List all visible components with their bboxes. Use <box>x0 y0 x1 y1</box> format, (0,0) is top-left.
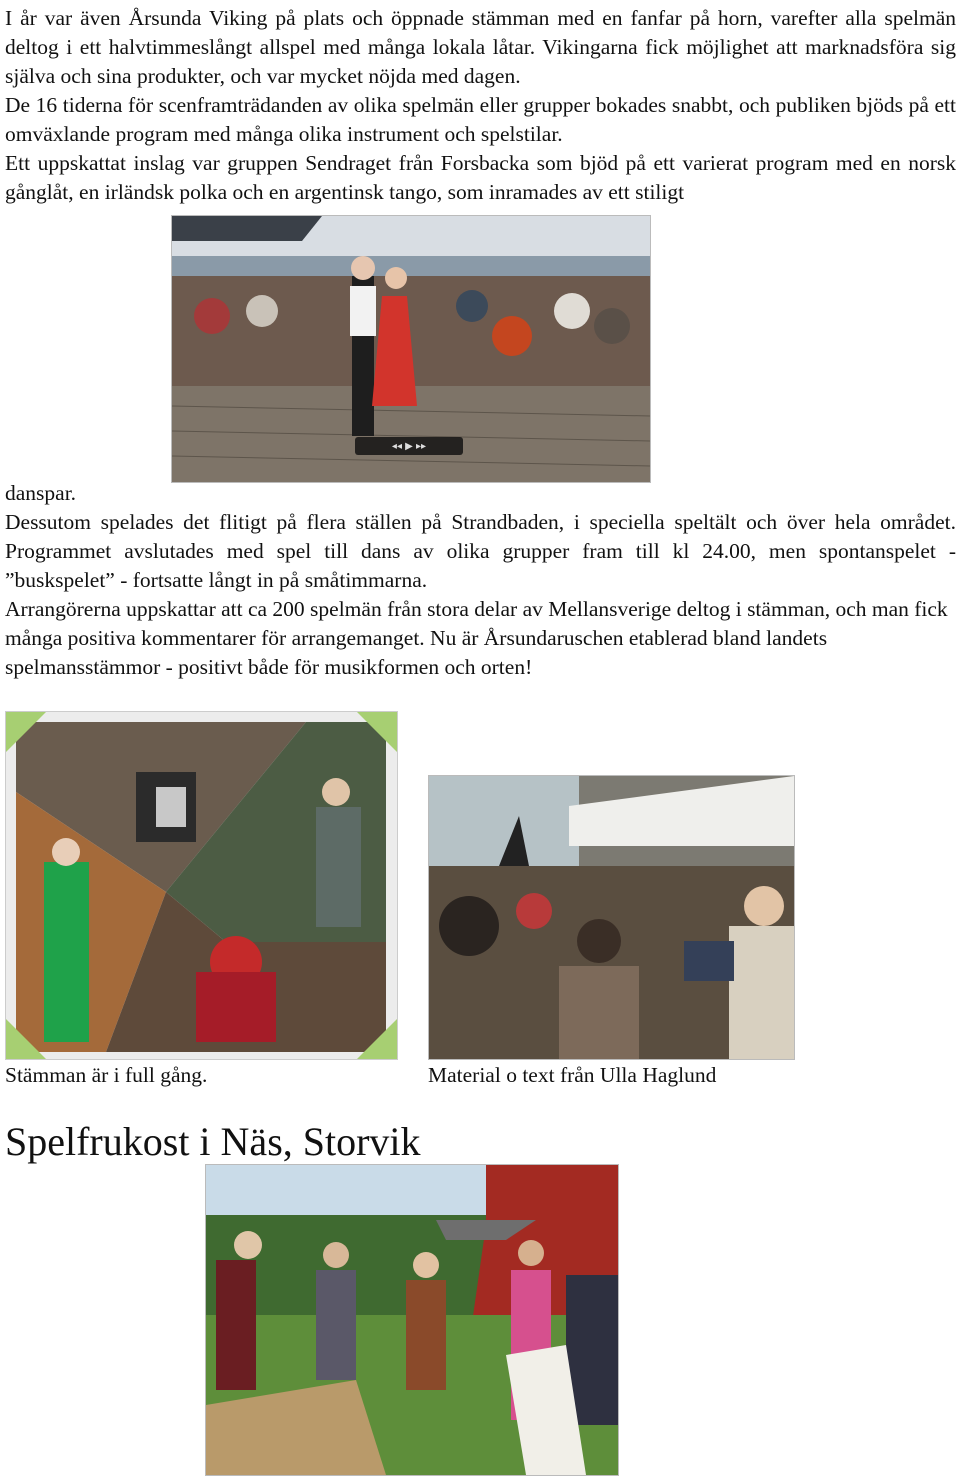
section-heading: Spelfrukost i Näs, Storvik <box>5 1119 421 1164</box>
paragraph-2: De 16 tiderna för scenframträdanden av olika spelmän eller grupper bokades snabbt, och publiken bjöds på ett omväxlande program med många olika instrument och spelstilar. <box>5 93 956 146</box>
collage-photo <box>5 711 398 1060</box>
paragraph-1: I år var även Årsunda Viking på plats och öppnade stämman med en fanfar på horn, varefter alla spelmän deltog i ett halvtimmeslångt allspel med många lokala låtar. Vikingarna fick möjlighet att marknadsföra sig själva och sina produkter, och var mycket nöjda med dagen. <box>5 6 956 88</box>
paragraph-4: Dessutom spelades det flitigt på flera ställen på Strandbaden, i speciella speltält och över hela området. Programmet avslutades med spel till dans av olika grupper fram till kl 24.00, men spontanspelet - ”buskspelet” - fortsatte långt in på småtimmarna. <box>5 510 956 592</box>
video-player-controls[interactable] <box>355 437 463 455</box>
paragraph-5: Arrangörerna uppskattar att ca 200 spelmän från stora delar av Mellansverige deltog i stämman, och man fick många positiva kommentarer för arrangemanget. Nu är Årsundaruschen etablerad bland landets spelmansstämmor - positivt både för musikformen och orten! <box>5 597 948 679</box>
player-controls-glyphs[interactable]: ◂◂ ▶ ▸▸ <box>391 440 427 452</box>
paragraph-3: Ett uppskattat inslag var gruppen Sendraget från Forsbacka som bjöd på ett varierat program med en norsk gånglåt, en irländsk polka och en argentinsk tango, som inramades av ett stiligt <box>5 151 956 204</box>
caption-right: Material o text från Ulla Haglund <box>428 1063 717 1087</box>
garden-photo <box>205 1164 619 1476</box>
caption-left: Stämman är i full gång. <box>5 1063 208 1087</box>
paragraph-continuation: danspar. <box>5 481 77 505</box>
tent-photo <box>428 775 795 1060</box>
